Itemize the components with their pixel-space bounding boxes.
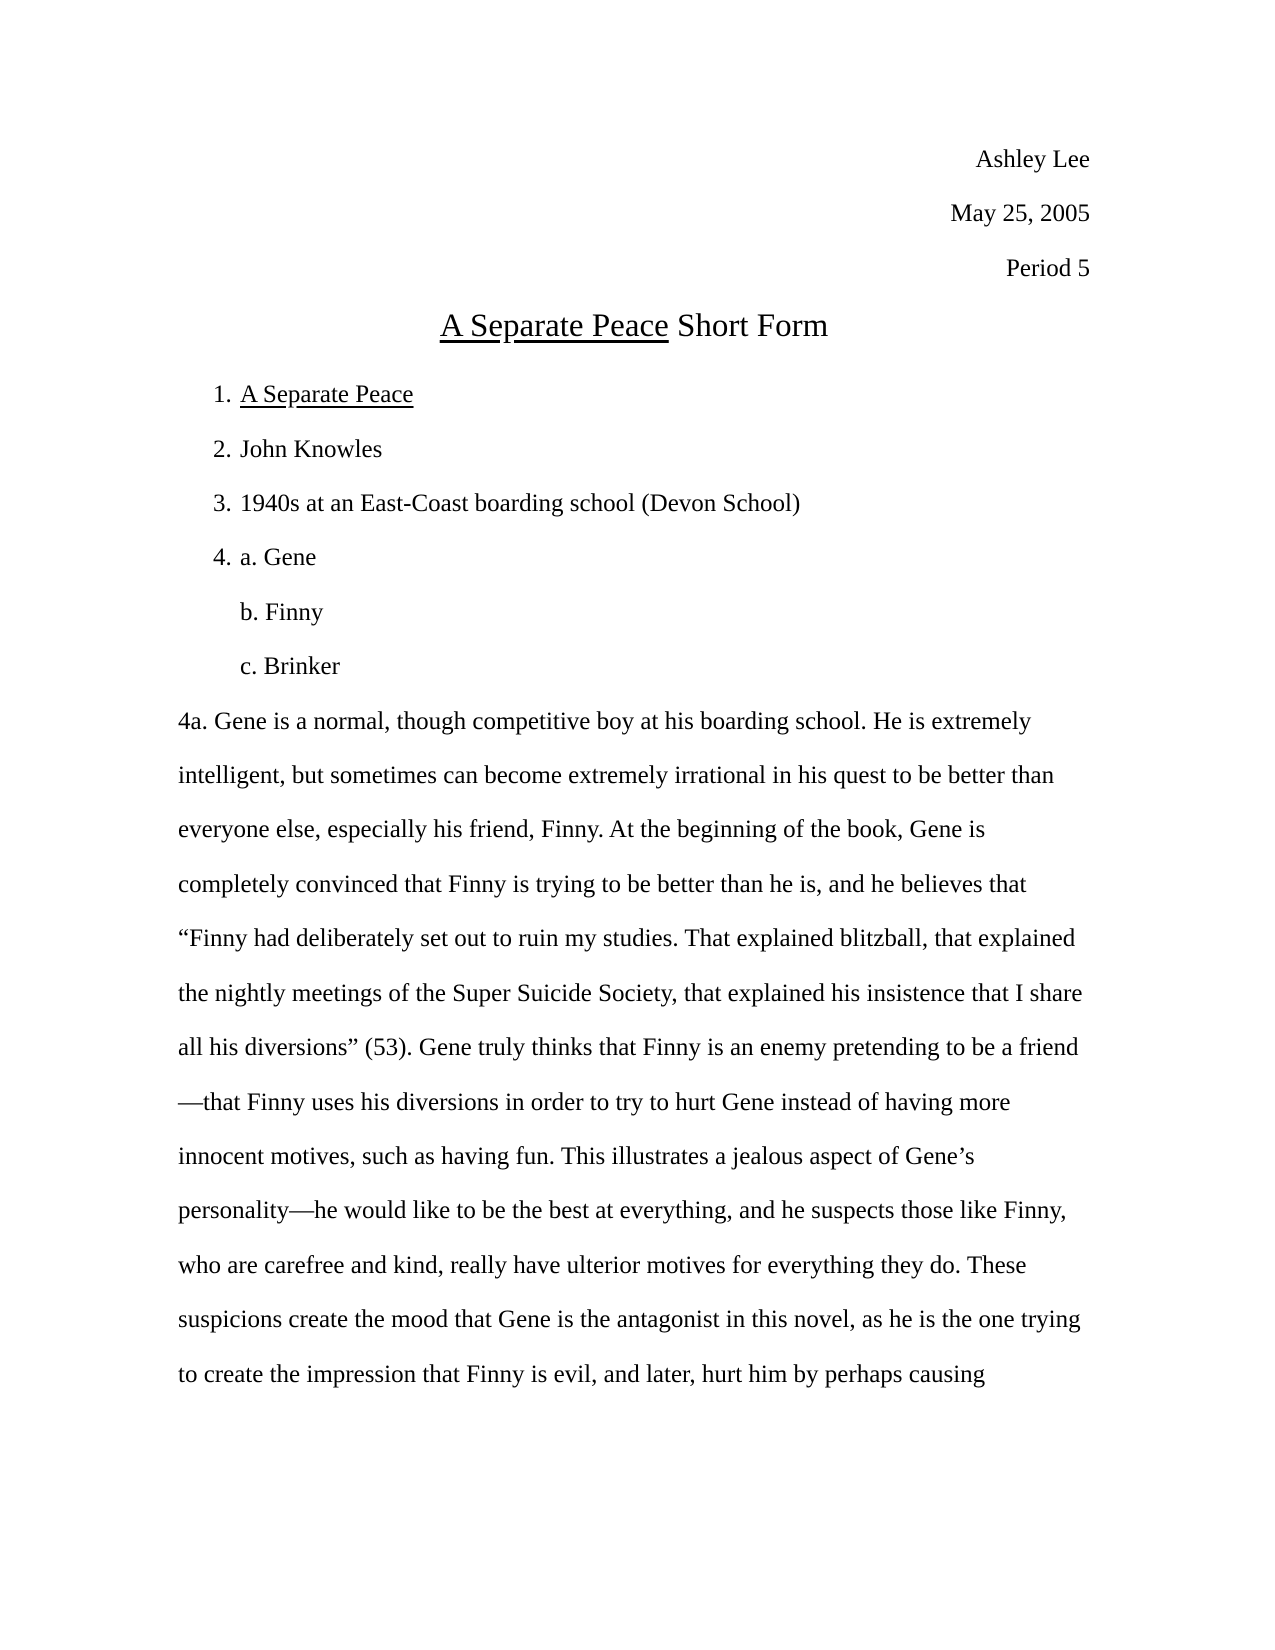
list-item-title <box>178 368 1090 422</box>
title-book-name: A Separate Peace <box>439 308 669 345</box>
list-item-author <box>178 423 1090 477</box>
list-item-character-b <box>178 586 1090 640</box>
list-item-character-a <box>178 531 1090 585</box>
list-item-number: 1. <box>213 381 232 409</box>
list-item-text: John Knowles <box>240 435 383 463</box>
document-title <box>178 296 1090 356</box>
list-item-text: b. Finny <box>240 598 324 626</box>
title-suffix: Short Form <box>668 308 829 345</box>
list-item-text: c. Brinker <box>240 653 340 681</box>
list-item-setting <box>178 477 1090 531</box>
body-paragraph: 4a. Gene is a normal, though competitive boy at his boarding school. He is extremely intelligent, but sometimes can become extremely irrational in his quest to be better than everyone else, especially his friend, Finny. At the beginning of the book, Gene is completely convinced that Finny is trying to be better than he is, and he believes that “Finny had deliberately set out to ruin my studies. That explained blitzball, that explained the nightly meetings of the Super Suicide Society, that explained his insistence that I share all his diversions” (53). Gene truly thinks that Finny is an enemy pretending to be a friend—that Finny uses his diversions in order to try to hurt Gene instead of having more innocent motives, such as having fun. This illustrates a jealous aspect of Gene’s personality—he would like to be the best at everything, and he suspects those like Finny, who are carefree and kind, really have ulterior motives for everything they do. These suspicions create the mood that Gene is the antagonist in this novel, as he is the one trying to create the impression that Finny is evil, and later, hurt him by perhaps causing <box>178 707 1083 1388</box>
date-line: May 25, 2005 <box>950 200 1090 228</box>
list-item-character-c <box>178 640 1090 694</box>
list-item-text: 1940s at an East-Coast boarding school (Devon School) <box>240 490 801 518</box>
list-item-number: 3. <box>213 490 232 518</box>
list-item-text: a. Gene <box>240 544 317 572</box>
list-item-number: 2. <box>213 435 232 463</box>
list-item-text: A Separate Peace <box>240 381 414 409</box>
list-item-number: 4. <box>213 544 232 572</box>
short-form-list <box>178 368 1090 694</box>
document-header <box>178 133 1090 296</box>
period-line: Period 5 <box>1005 254 1090 282</box>
author-name: Ashley Lee <box>975 146 1090 173</box>
